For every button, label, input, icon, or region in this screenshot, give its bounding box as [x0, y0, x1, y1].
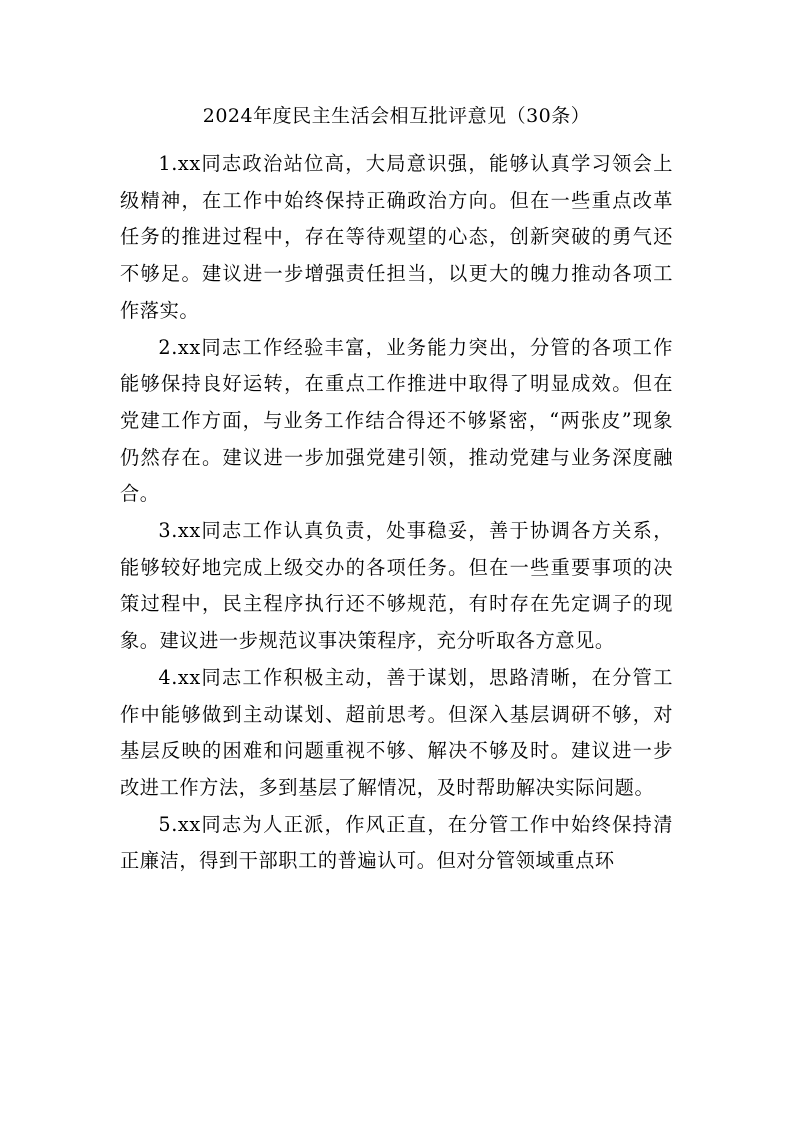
paragraph-3: 3.xx同志工作认真负责，处事稳妥，善于协调各方关系，能够较好地完成上级交办的各项任务。但在一些重要事项的决策过程中，民主程序执行还不够规范，有时存在先定调子的现象。建议进一步规范议事决策程序，充分听取各方意见。 [120, 519, 673, 653]
paragraph-4: 4.xx同志工作积极主动，善于谋划，思路清晰，在分管工作中能够做到主动谋划、超前思考。但深入基层调研不够，对基层反映的困难和问题重视不够、解决不够及时。建议进一步改进工作方法，多到基层了解情况，及时帮助解决实际问题。 [120, 665, 673, 799]
paragraph-1: 1.xx同志政治站位高，大局意识强，能够认真学习领会上级精神，在工作中始终保持正确政治方向。但在一些重点改革任务的推进过程中，存在等待观望的心态，创新突破的勇气还不够足。建议进一步增强责任担当，以更大的魄力推动各项工作落实。 [120, 152, 673, 322]
paragraph-2: 2.xx同志工作经验丰富，业务能力突出，分管的各项工作能够保持良好运转，在重点工作推进中取得了明显成效。但在党建工作方面，与业务工作结合得还不够紧密，“两张皮”现象仍然存在。建议进一步加强党建引领，推动党建与业务深度融合。 [120, 335, 673, 506]
document-title: 2024年度民主生活会相互批评意见（30条） [202, 105, 591, 127]
paragraph-5: 5.xx同志为人正派，作风正直，在分管工作中始终保持清正廉洁，得到干部职工的普遍认可。但对分管领域重点环 [120, 812, 673, 873]
